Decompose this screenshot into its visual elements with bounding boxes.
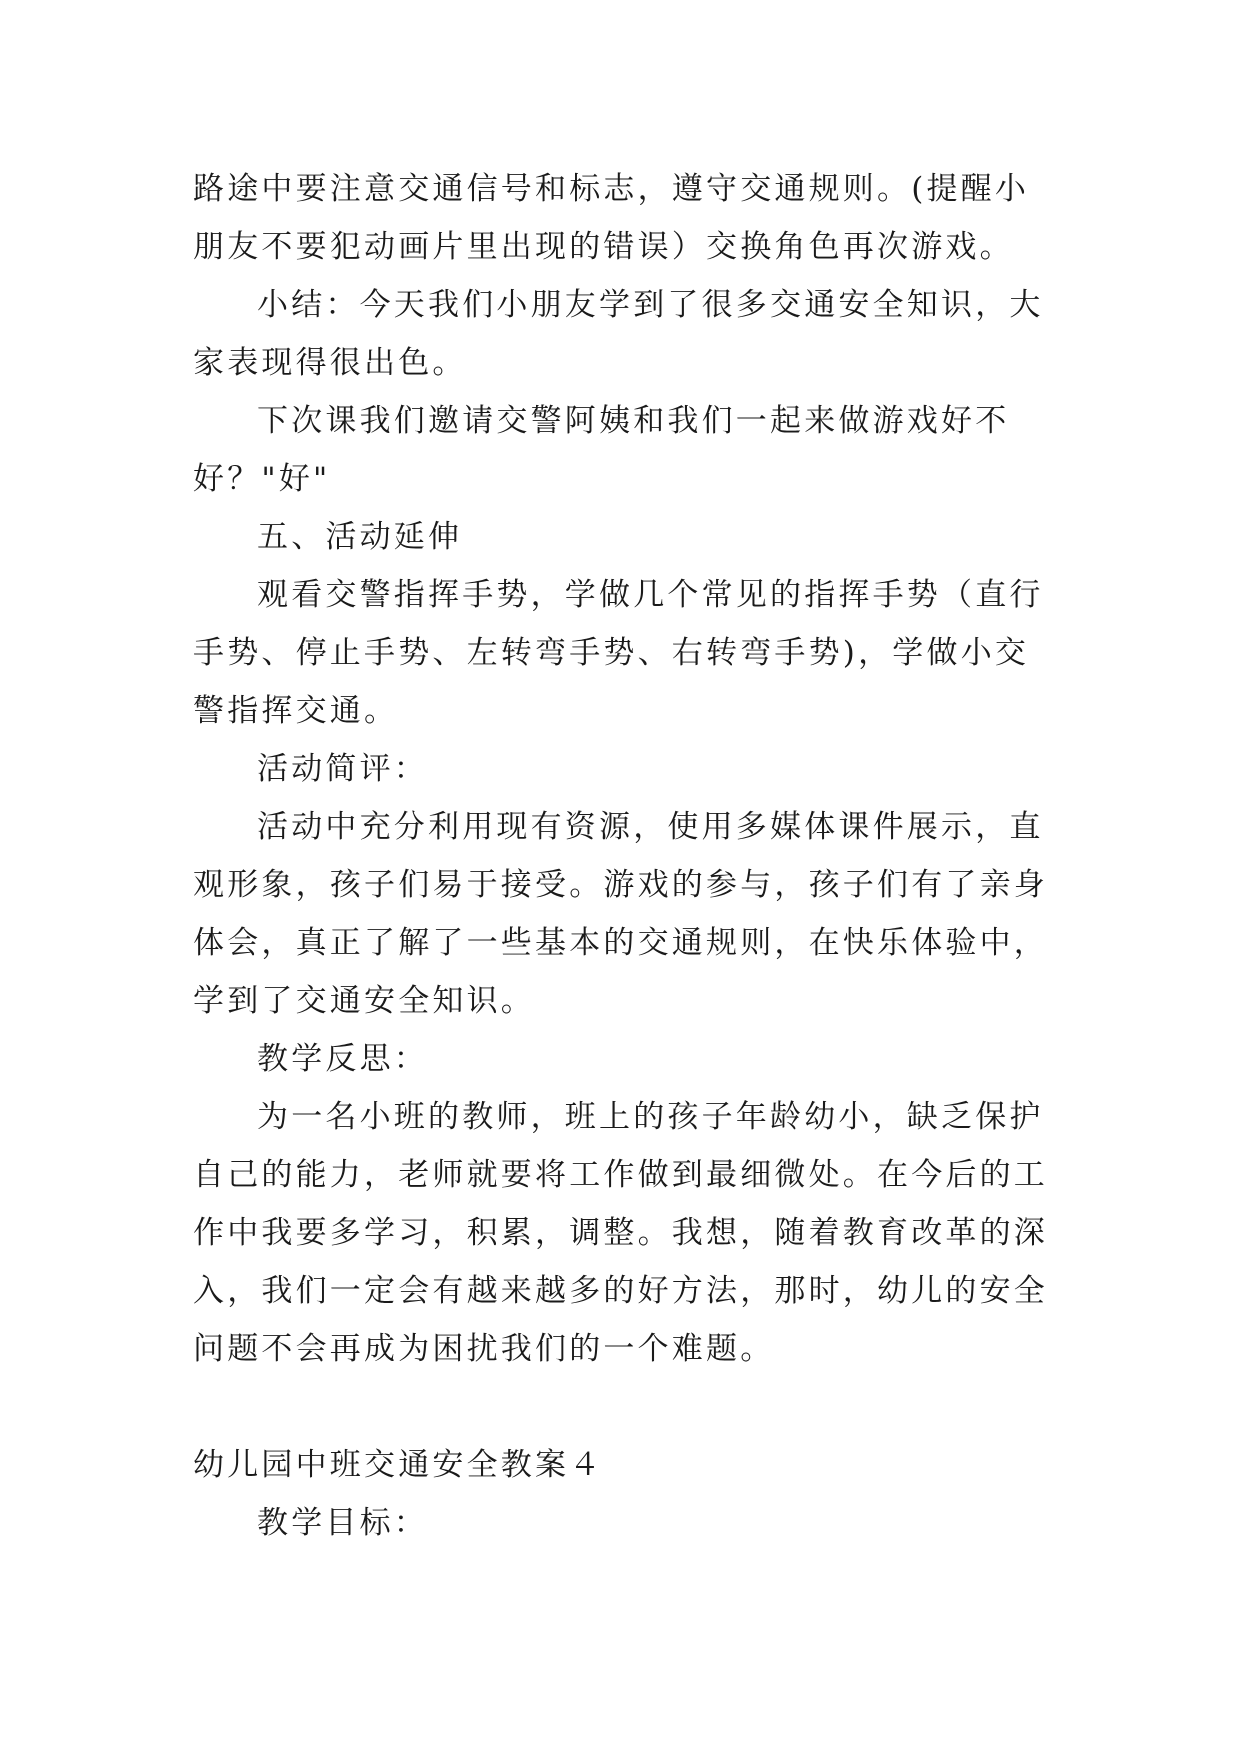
paragraph-reflection: 为一名小班的教师，班上的孩子年龄幼小，缺乏保护自己的能力，老师就要将工作做到最细微处。在今后的工作中我要多学习，积累，调整。我想，随着教育改革的深入，我们一定会有越来越多的好方法，那时，幼儿的安全问题不会再成为困扰我们的一个难题。 [193, 1099, 1048, 1367]
paragraph-traffic-signals: 路途中要注意交通信号和标志，遵守交通规则。(提醒小朋友不要犯动画片里出现的错误）交换角色再次游戏。 [193, 171, 1030, 265]
lesson-plan-title: 幼儿园中班交通安全教案４ [193, 1447, 604, 1483]
paragraph-next-class: 下次课我们邀请交警阿姨和我们一起来做游戏好不好？"好" [193, 403, 1010, 497]
document-body [193, 160, 1053, 1552]
section-heading-extension: 五、活动延伸 [257, 519, 463, 555]
section-heading-review: 活动简评： [257, 751, 428, 787]
section-heading-objectives: 教学目标： [257, 1505, 428, 1541]
paragraph-summary: 小结：今天我们小朋友学到了很多交通安全知识，大家表现得很出色。 [193, 287, 1044, 381]
paragraph-hand-signals: 观看交警指挥手势，学做几个常见的指挥手势（直行手势、停止手势、左转弯手势、右转弯手势)，学做小交警指挥交通。 [193, 577, 1044, 729]
paragraph-review: 活动中充分利用现有资源，使用多媒体课件展示，直观形象，孩子们易于接受。游戏的参与，孩子们有了亲身体会，真正了解了一些基本的交通规则，在快乐体验中，学到了交通安全知识。 [193, 809, 1048, 1019]
section-heading-reflection: 教学反思： [257, 1041, 428, 1077]
